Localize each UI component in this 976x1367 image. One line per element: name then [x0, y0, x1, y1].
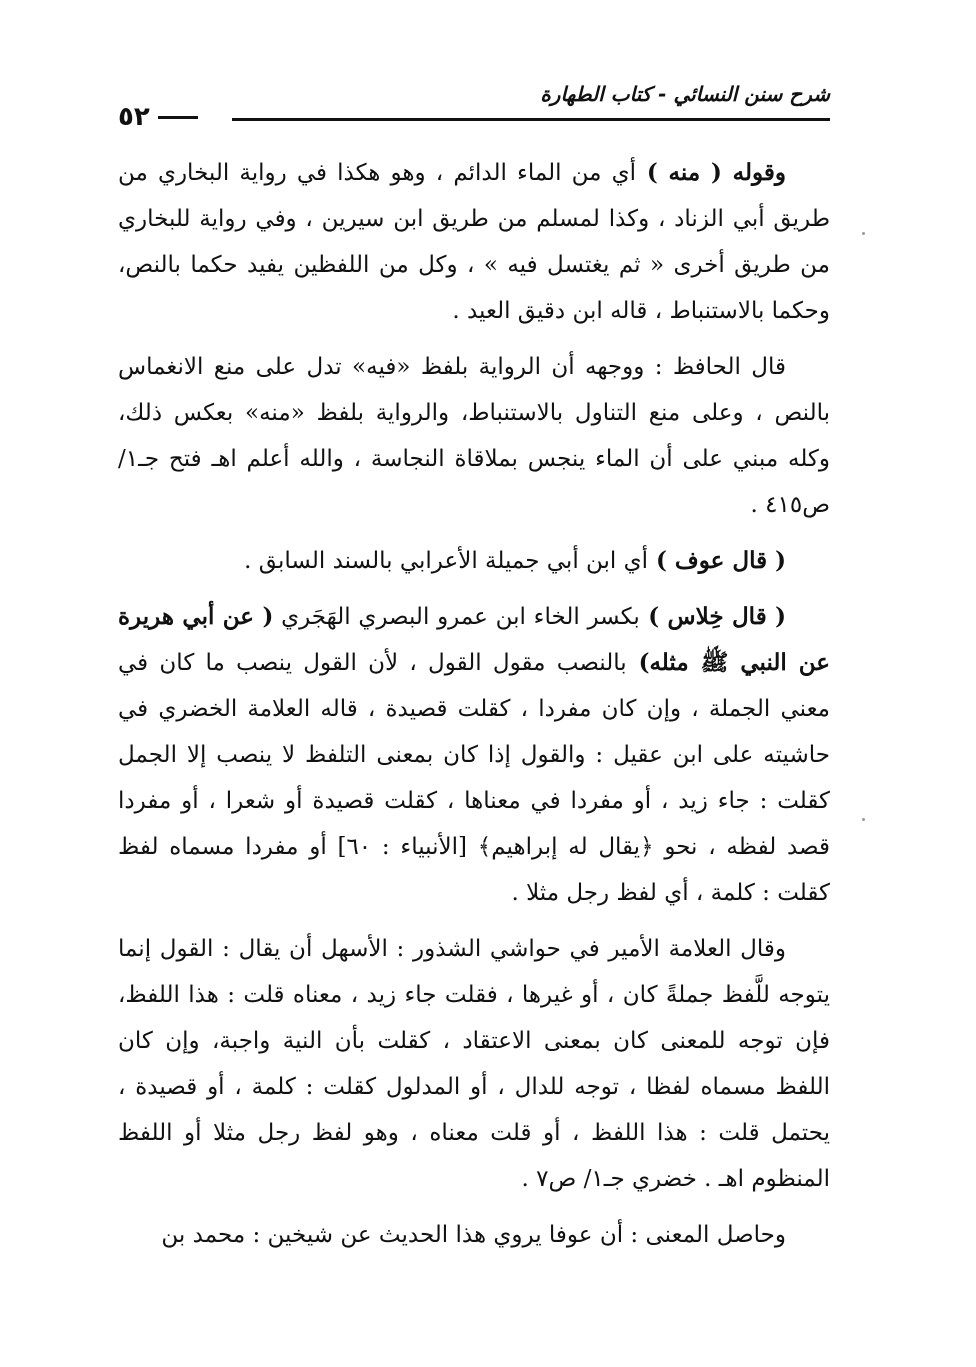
paragraph-3 — [118, 538, 830, 584]
segment: ( قال عوف ) — [648, 547, 786, 574]
segment: بالنصب مقول القول ، لأن القول ينصب ما كان في معني الجملة ، وإن كان مفردا ، كقلت قصيدة ، قاله العلامة الخضري في حاشيته على ابن عقيل : والقول إذا كان بمعنى التلفظ لا ينصب إلا الجمل كقلت : جاء زيد ، أو مفردا في معناها ، كقلت قصيدة أو شعرا ، أو مفردا قصد لفظه ، نحو ﴿يقال له إبراهيم﴾ [الأنبياء : ٦٠] أو مفردا مسماه لفظ كقلت : كلمة ، أي لفظ رجل مثلا . — [118, 650, 830, 906]
paragraph-2 — [118, 344, 830, 528]
page-number: ٥٢ — [118, 102, 150, 132]
header-rule — [232, 118, 830, 121]
segment: وقال العلامة الأمير في حواشي الشذور : الأسهل أن يقال : القول إنما يتوجه للَّفظ جملةً كان ، أو غيرها ، فقلت جاء زيد ، معناه قلت : هذا اللفظ، فإن توجه للمعنى كان بمعنى الاعتقاد ، كقلت بأن النية واجبة، وإن كان اللفظ مسماه لفظا ، توجه للدال ، أو المدلول كقلت : كلمة ، أو قصيدة ، يحتمل قلت : هذا اللفظ ، أو قلت معناه ، وهو لفظ رجل مثلا أو اللفظ المنظوم اهـ . خضري جـ١/ ص٧ . — [118, 936, 830, 1192]
page-header — [118, 80, 830, 132]
paragraph-5 — [118, 926, 830, 1202]
margin-speck — [862, 232, 865, 235]
running-title: شرح سنن النسائي - كتاب الطهارة — [540, 82, 830, 106]
paragraph-6 — [118, 1212, 830, 1258]
segment: ( قال خِلاس ) — [639, 603, 787, 630]
segment: بكسر الخاء ابن عمرو البصري الهَجَري — [273, 604, 640, 630]
margin-speck — [862, 818, 865, 821]
page-number-block — [118, 102, 198, 132]
segment: أي من الماء الدائم ، وهو هكذا في رواية البخاري من طريق أبي الزناد ، وكذا لمسلم من طريق ابن سيرين ، وفي رواية للبخاري من طريق أخرى « ثم يغتسل فيه » ، وكل من اللفظين يفيد حكما بالنص، وحكما بالاستنباط ، قاله ابن دقيق العيد . — [118, 160, 830, 324]
paragraph-4 — [118, 594, 830, 916]
page-body — [118, 150, 830, 1268]
segment: قال الحافظ : ووجهه أن الرواية بلفظ «فيه» تدل على منع الانغماس بالنص ، وعلى منع التناول بالاستنباط، والرواية بلفظ «منه» بعكس ذلك، وكله مبني على أن الماء ينجس بملاقاة النجاسة ، والله أعلم اهـ فتح جـ١/ ص٤١٥ . — [118, 354, 830, 518]
segment: وقوله ( منه ) — [636, 159, 786, 186]
paragraph-1 — [118, 150, 830, 334]
segment: أي ابن أبي جميلة الأعرابي بالسند السابق . — [244, 548, 649, 574]
page-number-dash — [158, 116, 198, 119]
segment: ( عن أبي هريرة عن النبي ﷺ مثله) — [118, 603, 830, 676]
segment: وحاصل المعنى : أن عوفا يروي هذا الحديث عن شيخين : محمد بن — [161, 1222, 786, 1248]
